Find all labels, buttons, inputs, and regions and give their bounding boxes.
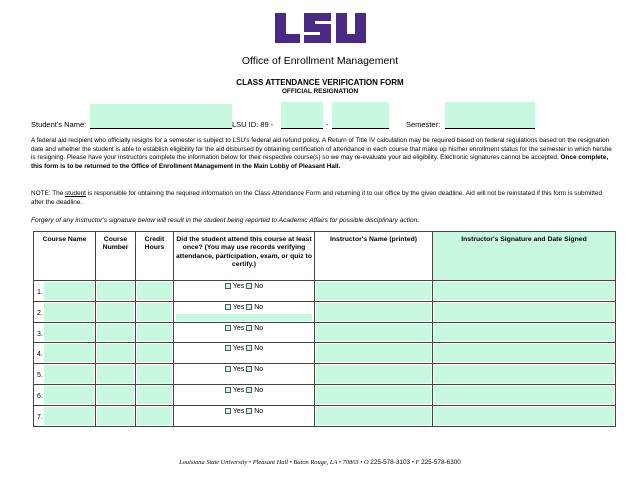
lsu-id-underline-1 bbox=[281, 128, 323, 129]
attendance-options bbox=[174, 325, 314, 332]
course-number-field[interactable] bbox=[97, 324, 134, 342]
table-row bbox=[34, 281, 616, 302]
student-name-label: Student's Name: bbox=[31, 120, 87, 129]
no-checkbox[interactable] bbox=[246, 325, 252, 331]
instructor-name-cell[interactable] bbox=[315, 343, 433, 364]
form-subtitle: OFFICIAL RESIGNATION bbox=[281, 88, 359, 95]
attendance-cell bbox=[174, 364, 315, 385]
course-name-cell[interactable] bbox=[34, 343, 96, 364]
signature-cell[interactable] bbox=[433, 364, 616, 385]
credit-hours-cell[interactable] bbox=[136, 343, 174, 364]
attendance-options bbox=[174, 304, 314, 311]
instructor-name-field[interactable] bbox=[316, 407, 431, 425]
row-number: 7. bbox=[37, 413, 43, 421]
aid-policy-paragraph: A federal aid recipient who officially resigns for a semester is subject to LSU's federal aid refund policy. A Return of Title IV calculation may be required based on federal regulations based on the resignation date and whether the student is able to establish eligibility for the aid disbursed by obtaining certification of attendance in each course that make up his/her enrollment status for the semester in which he/she is resigning. Please have your instructors complete the information below for their respective course(s) so we may re-evaluate your aid eligibility. Electronic signatures cannot be accepted. Once complete, this form is to be returned to the Office of Enrollment Management in the Main Lobby of Pleasant Hall. bbox=[31, 137, 612, 171]
instructor-name-cell[interactable] bbox=[315, 384, 433, 405]
yes-checkbox[interactable] bbox=[225, 345, 231, 351]
attendance-options bbox=[174, 366, 314, 373]
table-header-row bbox=[34, 232, 616, 281]
row-number: 2. bbox=[37, 309, 43, 317]
credit-hours-cell[interactable] bbox=[136, 405, 174, 426]
attendance-cell bbox=[174, 281, 315, 302]
instructor-name-cell[interactable] bbox=[315, 364, 433, 385]
lsu-id-underline-2 bbox=[332, 128, 389, 129]
signature-field[interactable] bbox=[434, 386, 614, 404]
course-name-field[interactable] bbox=[44, 407, 94, 425]
course-name-cell[interactable] bbox=[34, 384, 96, 405]
return-instructions: Once complete, this form is to be returned to the Office of Enrollment Management in the Main Lobby of Pleasant Hall. bbox=[31, 154, 609, 171]
table-row bbox=[34, 322, 616, 343]
lsu-id-separator: - bbox=[326, 120, 329, 129]
yes-label: Yes bbox=[232, 303, 245, 311]
table-row bbox=[34, 364, 616, 385]
course-number-field[interactable] bbox=[97, 303, 134, 321]
table-row bbox=[34, 384, 616, 405]
yes-checkbox[interactable] bbox=[225, 325, 231, 331]
course-name-field[interactable] bbox=[44, 324, 94, 342]
course-number-cell[interactable] bbox=[96, 405, 136, 426]
attendance-cell bbox=[174, 343, 315, 364]
no-label: No bbox=[254, 303, 264, 311]
credit-hours-field[interactable] bbox=[137, 303, 172, 321]
table-row bbox=[34, 301, 616, 322]
row-number: 1. bbox=[37, 289, 43, 296]
signature-cell[interactable] bbox=[433, 343, 616, 364]
course-number-field[interactable] bbox=[97, 365, 134, 383]
course-number-cell[interactable] bbox=[96, 364, 136, 385]
course-name-cell[interactable] bbox=[34, 301, 96, 322]
credit-hours-field[interactable] bbox=[137, 344, 172, 362]
credit-hours-field[interactable] bbox=[137, 407, 172, 425]
note-paragraph: NOTE: The student is responsible for obtaining the required information on the Class Attendance Form and returning it to our office by the given deadline. Aid will not be reinstated if this form is submitted after the deadline. bbox=[31, 190, 602, 206]
credit-hours-field[interactable] bbox=[137, 365, 172, 383]
row-number: 3. bbox=[37, 330, 43, 338]
no-checkbox[interactable] bbox=[246, 366, 252, 372]
attendance-table bbox=[33, 231, 616, 427]
attendance-field[interactable] bbox=[176, 314, 312, 321]
row-number: 4. bbox=[37, 351, 43, 359]
yes-label: Yes bbox=[232, 283, 245, 290]
table-row bbox=[34, 405, 616, 426]
attendance-options bbox=[174, 387, 314, 394]
course-name-cell[interactable] bbox=[34, 322, 96, 343]
form-title: CLASS ATTENDANCE VERIFICATION FORM bbox=[236, 78, 404, 87]
course-number-cell[interactable] bbox=[96, 301, 136, 322]
instructor-name-cell[interactable] bbox=[315, 301, 433, 322]
course-name-field[interactable] bbox=[44, 386, 94, 404]
credit-hours-cell[interactable] bbox=[136, 322, 174, 343]
no-label: No bbox=[254, 386, 264, 394]
yes-checkbox[interactable] bbox=[225, 283, 231, 289]
instructor-name-cell[interactable] bbox=[315, 405, 433, 426]
course-name-field[interactable] bbox=[44, 344, 94, 362]
yes-label: Yes bbox=[232, 324, 245, 332]
credit-hours-field[interactable] bbox=[137, 386, 172, 404]
instructor-name-field[interactable] bbox=[316, 282, 431, 300]
course-number-cell[interactable] bbox=[96, 281, 136, 302]
attendance-cell bbox=[174, 301, 315, 322]
row-number: 6. bbox=[37, 392, 43, 400]
no-checkbox[interactable] bbox=[246, 304, 252, 310]
semester-field[interactable] bbox=[445, 102, 535, 128]
course-number-cell[interactable] bbox=[96, 322, 136, 343]
credit-hours-cell[interactable] bbox=[136, 281, 174, 302]
row-number: 5. bbox=[37, 372, 43, 380]
credit-hours-field[interactable] bbox=[137, 282, 172, 300]
office-title: Office of Enrollment Management bbox=[241, 55, 399, 67]
no-label: No bbox=[254, 407, 264, 415]
signature-field[interactable] bbox=[434, 344, 614, 362]
signature-field[interactable] bbox=[434, 324, 614, 342]
semester-underline bbox=[445, 128, 535, 129]
no-label: No bbox=[254, 345, 264, 353]
lsu-logo bbox=[273, 12, 367, 44]
signature-cell[interactable] bbox=[433, 322, 616, 343]
no-checkbox[interactable] bbox=[246, 345, 252, 351]
lsu-id-field-1[interactable] bbox=[281, 102, 323, 128]
header-attendance-question: Did the student attend this course at least once? (You may use records verifying attendance, participation, exam, or quiz to certify.) bbox=[174, 232, 315, 281]
semester-label: Semester: bbox=[406, 120, 441, 129]
yes-label: Yes bbox=[232, 386, 245, 394]
signature-field[interactable] bbox=[434, 407, 614, 425]
no-label: No bbox=[254, 283, 264, 290]
no-checkbox[interactable] bbox=[246, 408, 252, 414]
credit-hours-field[interactable] bbox=[137, 324, 172, 342]
header-signature: Instructor's Signature and Date Signed bbox=[433, 232, 616, 281]
signature-cell[interactable] bbox=[433, 281, 616, 302]
course-name-cell[interactable] bbox=[34, 405, 96, 426]
yes-checkbox[interactable] bbox=[225, 387, 231, 393]
yes-checkbox[interactable] bbox=[225, 366, 231, 372]
no-label: No bbox=[254, 324, 264, 332]
lsu-id-field-2[interactable] bbox=[332, 102, 389, 128]
credit-hours-cell[interactable] bbox=[136, 301, 174, 322]
lsu-id-label: LSU ID: 89 - bbox=[232, 120, 274, 129]
attendance-cell bbox=[174, 322, 315, 343]
course-number-field[interactable] bbox=[97, 386, 134, 404]
instructor-name-field[interactable] bbox=[316, 324, 431, 342]
forgery-warning: Forgery of any instructor's signature below will result in the student being reported to Academic Affairs for possible disciplinary action. bbox=[31, 217, 420, 224]
attendance-options bbox=[174, 283, 314, 290]
table-row bbox=[34, 343, 616, 364]
instructor-name-cell[interactable] bbox=[315, 322, 433, 343]
course-number-cell[interactable] bbox=[96, 343, 136, 364]
attendance-cell bbox=[174, 384, 315, 405]
attendance-options bbox=[174, 408, 314, 415]
course-number-field[interactable] bbox=[97, 282, 134, 300]
course-name-field[interactable] bbox=[44, 282, 94, 300]
course-number-field[interactable] bbox=[97, 344, 134, 362]
course-name-field[interactable] bbox=[44, 365, 94, 383]
instructor-name-cell[interactable] bbox=[315, 281, 433, 302]
instructor-name-field[interactable] bbox=[316, 365, 431, 383]
yes-label: Yes bbox=[232, 366, 245, 374]
credit-hours-cell[interactable] bbox=[136, 384, 174, 405]
yes-checkbox[interactable] bbox=[225, 304, 231, 310]
course-name-field[interactable] bbox=[44, 303, 94, 321]
no-checkbox[interactable] bbox=[246, 387, 252, 393]
course-number-cell[interactable] bbox=[96, 384, 136, 405]
header-course-name: Course Name bbox=[34, 232, 96, 281]
yes-label: Yes bbox=[232, 345, 245, 353]
header-credit-hours: Credit Hours bbox=[136, 232, 174, 281]
student-name-field[interactable] bbox=[90, 104, 232, 128]
course-number-field[interactable] bbox=[97, 407, 134, 425]
attendance-cell bbox=[174, 405, 315, 426]
signature-field[interactable] bbox=[434, 365, 614, 383]
credit-hours-cell[interactable] bbox=[136, 364, 174, 385]
note-student-emphasis: student bbox=[64, 190, 86, 197]
no-checkbox[interactable] bbox=[246, 283, 252, 289]
course-name-cell[interactable] bbox=[34, 281, 96, 302]
instructor-name-field[interactable] bbox=[316, 386, 431, 404]
instructor-name-field[interactable] bbox=[316, 303, 431, 321]
header-course-number: Course Number bbox=[96, 232, 136, 281]
header-instructor-name: Instructor's Name (printed) bbox=[315, 232, 433, 281]
course-name-cell[interactable] bbox=[34, 364, 96, 385]
signature-cell[interactable] bbox=[433, 384, 616, 405]
instructor-name-field[interactable] bbox=[316, 344, 431, 362]
signature-field[interactable] bbox=[434, 303, 614, 321]
signature-field[interactable] bbox=[434, 282, 614, 300]
no-label: No bbox=[254, 366, 264, 374]
attendance-options bbox=[174, 345, 314, 352]
signature-cell[interactable] bbox=[433, 301, 616, 322]
signature-cell[interactable] bbox=[433, 405, 616, 426]
student-name-underline bbox=[90, 128, 232, 129]
footer-address: Louisiana State University • Pleasant Hall • Baton Rouge, LA • 70803 • O 225-578-3103 • F 225-578-6300 bbox=[179, 459, 461, 466]
yes-label: Yes bbox=[232, 407, 245, 415]
yes-checkbox[interactable] bbox=[225, 408, 231, 414]
